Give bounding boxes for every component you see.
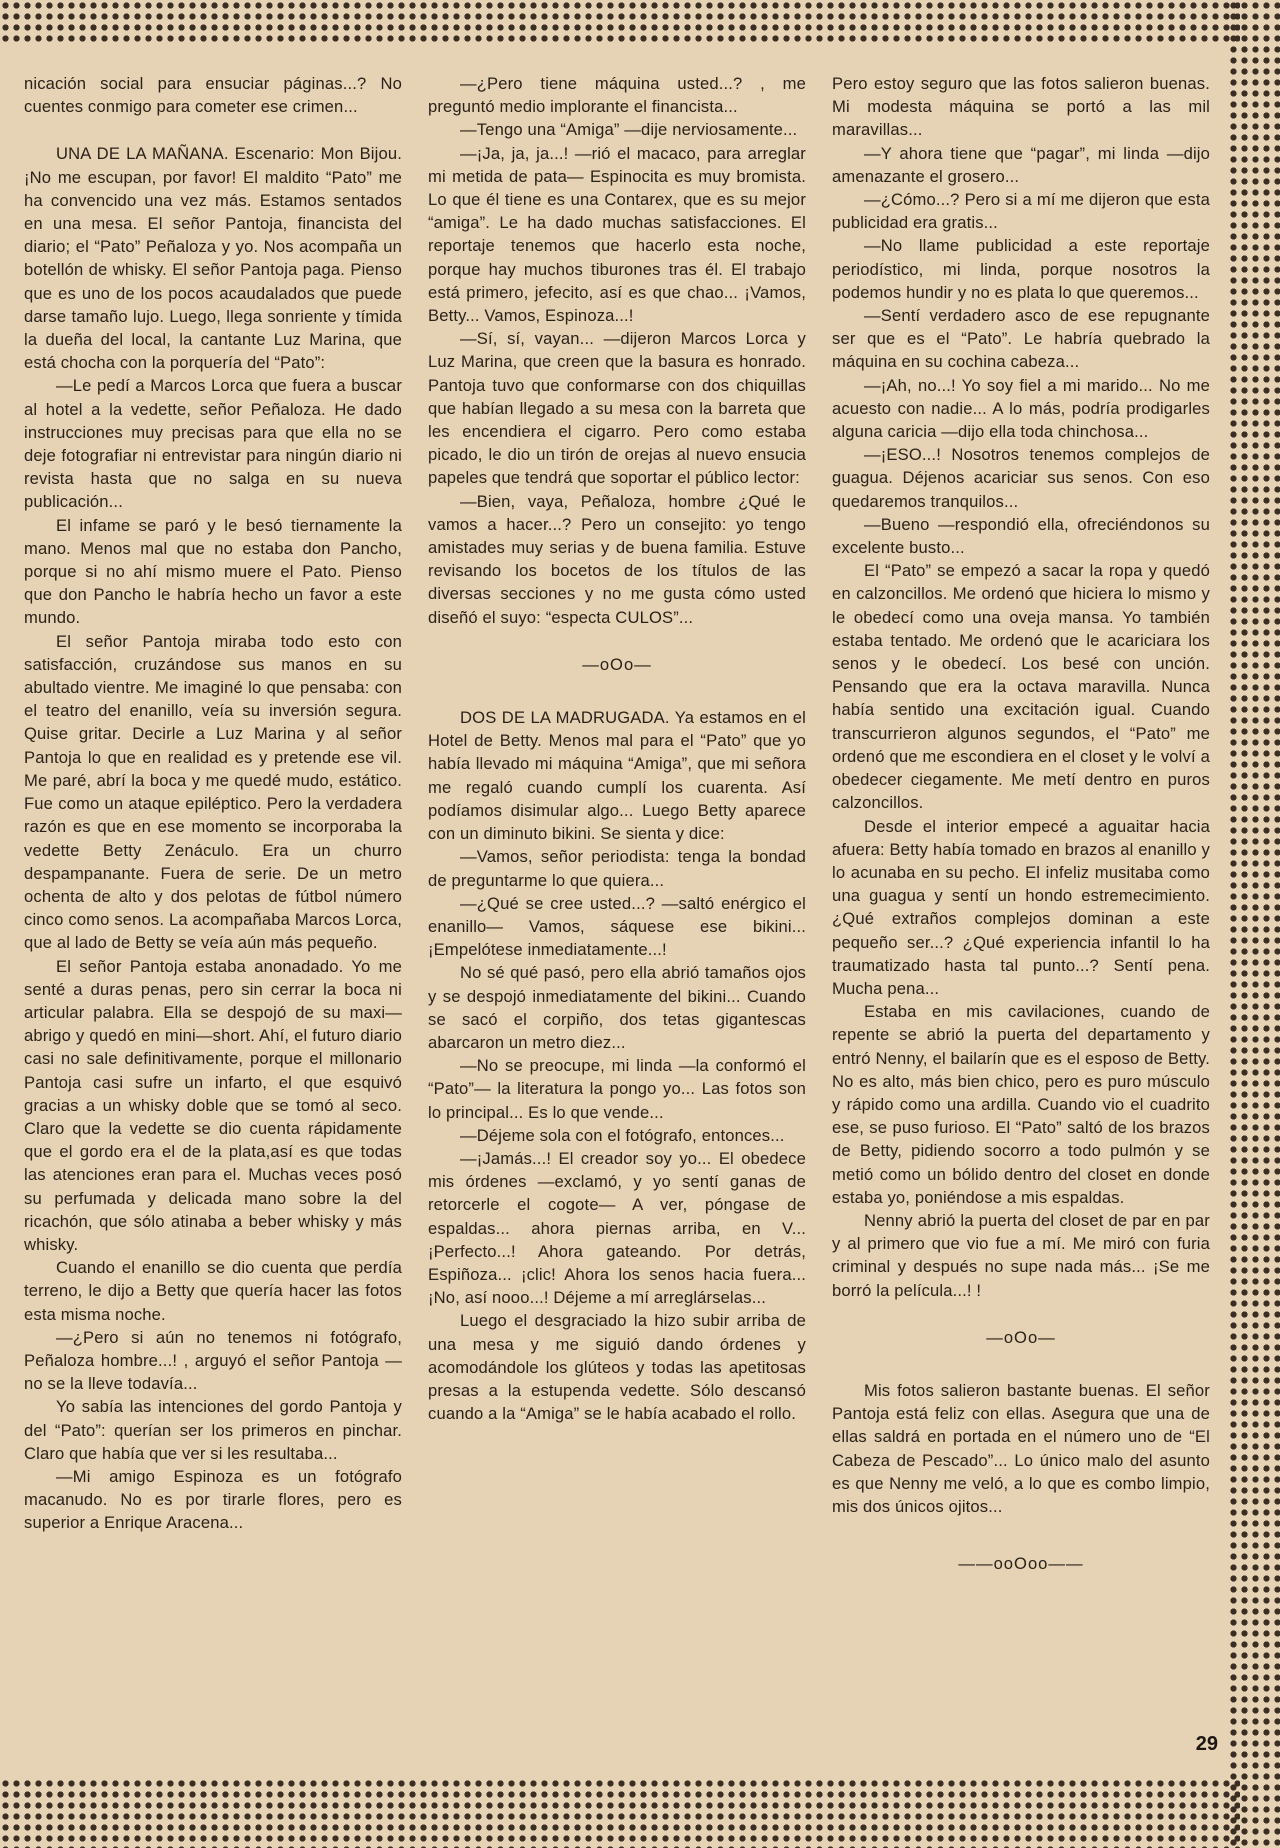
article-body bbox=[24, 72, 1210, 1752]
paragraph: Nenny abrió la puerta del closet de par en par y al primero que vio fue a mí. Me miró con furia criminal y después no supe nada más... ¡Se me borró la película...! ! bbox=[832, 1210, 1210, 1300]
paragraph: —¡Ah, no...! Yo soy fiel a mi marido... No me acuesto con nadie... A lo más, podría prodigarles alguna caricia —dijo ella toda chinchosa... bbox=[832, 375, 1210, 442]
halftone-border-right bbox=[1228, 0, 1280, 1848]
halftone-border-top bbox=[0, 0, 1240, 46]
paragraph: —No llame publicidad a este reportaje periodístico, mi linda, porque nosotros la podemos hundir y no es plata lo que queremos... bbox=[832, 236, 1210, 302]
paragraph: —¿Cómo...? Pero si a mí me dijeron que esta publicidad era gratis... bbox=[832, 190, 1210, 233]
paragraph: —Bien, vaya, Peñaloza, hombre ¿Qué le vamos a hacer...? Pero un consejito: yo tengo amistades muy serias y de buena familia. Estuve revisando los bocetos de los títulos de las diversas secciones y no me gusta cómo usted diseñó el suyo: “especta CULOS”... bbox=[428, 491, 806, 627]
paragraph: —Déjeme sola con el fotógrafo, entonces... bbox=[460, 1125, 785, 1145]
paragraph: —No se preocupe, mi linda —la conformó el “Pato”— la literatura la pongo yo... Las fotos son lo principal... Es lo que vende... bbox=[428, 1056, 806, 1122]
paragraph: —Bueno —respondió ella, ofreciéndonos su excelente busto... bbox=[832, 514, 1210, 558]
paragraph: —¡Jamás...! El creador soy yo... El obedece mis órdenes —exclamó, y yo sentí ganas de retorcerle el cogote— A ver, póngase de espaldas... ahora piernas arriba, en V... ¡Perfecto...! Ahora gateando. Por detrás, Espiñoza... ¡clic! Ahora los senos hacia fuera... ¡No, así nooo...! Déjeme a mí arreglárselas... bbox=[428, 1148, 806, 1308]
paragraph: Cuando el enanillo se dio cuenta que perdía terreno, le dijo a Betty que quería hacer las fotos esta misma noche. bbox=[24, 1258, 402, 1324]
column-1 bbox=[24, 72, 402, 1752]
paragraph: El infame se paró y le besó tiernamente la mano. Menos mal que no estaba don Pancho, porque si no ahí mismo muere el Pato. Pienso que don Pancho le habría hecho un favor a este mundo. bbox=[24, 515, 402, 628]
paragraph: Estaba en mis cavilaciones, cuando de repente se abrió la puerta del departamento y entró Nenny, el bailarín que es el esposo de Betty. No es alto, más bien chico, pero es puro músculo y rápido como una ardilla. Cuando vio el cuadrito ese, se puso furioso. El “Pato” saltó de los brazos de Betty, pidiendo socorro a todo pulmón y se metió como un bólido dentro del closet en donde estaba yo, poniéndose a mis espaldas. bbox=[832, 1002, 1210, 1207]
section-separator: —oOo— bbox=[582, 654, 652, 674]
paragraph: El señor Pantoja estaba anonadado. Yo me senté a duras penas, pero sin cerrar la boca ni articular palabra. Ella se despojó de su maxi—abrigo y quedó en mini—short. Ahí, el futuro diario casi no sale definitivamente, porque el millonario Pantoja casi sufre un infarto, el que esquivó gracias a un whisky doble que se tomó al seco. Claro que la vedette se dio cuenta rápidamente que el gordo era el de la plata,así es que todas las atenciones eran para el. Muchas veces posó su perfumada y delicada mano sobre la del ricachón, que sólo atinaba a beber whisky y más whisky. bbox=[24, 956, 402, 1254]
paragraph: El “Pato” se empezó a sacar la ropa y quedó en calzoncillos. Me ordenó que hiciera lo mismo y le obedecí como una oveja mansa. Yo también estaba tentado. Me ordenó que le acariciara los senos y le obedecí. Los besé con unción. Pensando que era la octava maravilla. Nunca había sentido una excitación igual. Cuando transcurrieron algunos segundos, el “Pato” me ordenó que me escondiera en el closet y le volví a obedecer ciegamente. Me metí dentro en puros calzoncillos. bbox=[832, 561, 1210, 813]
paragraph: —Sentí verdadero asco de ese repugnante ser que es el “Pato”. Le habría quebrado la máquina en su cochina cabeza... bbox=[832, 306, 1210, 372]
paragraph: DOS DE LA MADRUGADA. Ya estamos en el Hotel de Betty. Menos mal para el “Pato” que yo había llevado mi máquina “Amiga”, que mi señora me regaló cuando cumplí los cuarenta. Así podíamos disimular algo... Luego Betty aparece con un diminuto bikini. Se sienta y dice: bbox=[428, 708, 806, 844]
paragraph: Luego el desgraciado la hizo subir arriba de una mesa y me siguió dando órdenes y acomodándole los glúteos y todas las apetitosas presas a la estupenda vedette. Sólo descansó cuando a la “Amiga” se le había acabado el rollo. bbox=[428, 1311, 806, 1424]
paragraph: —¡Ja, ja, ja...! —rió el macaco, para arreglar mi metida de pata— Espinocita es muy bromista. Lo que él tiene es una Contarex, que es su mejor “amiga”. Le ha dado muchas satisfacciones. El reportaje tenemos que hacerlo esta noche, porque hay muchos tiburones tras él. El trabajo está primero, jefecito, así es que chao... ¡Vamos, Betty... Vamos, Espinoza...! bbox=[428, 143, 806, 326]
section-separator: —oOo— bbox=[986, 1327, 1056, 1347]
section-separator: ——ooOoo—— bbox=[958, 1554, 1084, 1574]
paragraph: No sé qué pasó, pero ella abrió tamaños ojos y se despojó inmediatamente del bikini... Cuando se sacó el corpiño, dos tetas gigantescas abarcaron un metro diez... bbox=[428, 963, 806, 1052]
paragraph: —Mi amigo Espinoza es un fotógrafo macanudo. No es por tirarle flores, pero es superior a Enrique Aracena... bbox=[24, 1466, 402, 1533]
paragraph: —¡ESO...! Nosotros tenemos complejos de guagua. Déjenos acariciar sus senos. Con eso quedaremos tranquilos... bbox=[832, 445, 1210, 511]
paragraph: —¿Pero tiene máquina usted...? , me preguntó medio implorante el financista... bbox=[428, 74, 806, 117]
paragraph: —Vamos, señor periodista: tenga la bondad de preguntarme lo que quiera... bbox=[428, 847, 806, 890]
paragraph: UNA DE LA MAÑANA. Escenario: Mon Bijou. ¡No me escupan, por favor! El maldito “Pato” me ha convencido una vez más. Estamos sentados en una mesa. El señor Pantoja, financista del diario; el “Pato” Peñaloza y yo. Nos acompaña un botellón de whisky. El señor Pantoja paga. Pienso que es uno de los pocos acaudalados que puede darse tamaño lujo. Luego, llega sonriente y tímida la dueña del local, la cantante Luz Marina, que está chocha con la porquería del “Pato”: bbox=[24, 144, 402, 373]
column-3 bbox=[832, 72, 1210, 1752]
paragraph: —¿Pero si aún no tenemos ni fotógrafo, Peñaloza hombre...! , arguyó el señor Pantoja —no se la lleve todavía... bbox=[24, 1327, 402, 1394]
paragraph: —Tengo una “Amiga” —dije nerviosamente... bbox=[460, 120, 798, 140]
paragraph: —Le pedí a Marcos Lorca que fuera a buscar al hotel a la vedette, señor Peñaloza. He dado instrucciones muy precisas para que ella no se deje fotografiar ni entrevistar para ningún diario ni revista hasta que no salga en su nueva publicación... bbox=[24, 376, 402, 512]
paragraph: Pero estoy seguro que las fotos salieron buenas. Mi modesta máquina se portó a las mil maravillas... bbox=[832, 74, 1210, 140]
paragraph: —Y ahora tiene que “pagar”, mi linda —dijo amenazante el grosero... bbox=[832, 143, 1210, 186]
paragraph: Desde el interior empecé a aguaitar hacia afuera: Betty había tomado en brazos al enanillo y lo acunaba en su pecho. El infeliz musitaba como una guagua y sentí un hondo estremecimiento. ¿Qué extraños complejos dominan a este pequeño ser...? ¿Qué experiencia infantil lo ha traumatizado hasta tal punto...? Sentí pena. Mucha pena... bbox=[832, 816, 1210, 998]
halftone-border-bottom bbox=[0, 1778, 1240, 1848]
paragraph: El señor Pantoja miraba todo esto con satisfacción, cruzándose sus manos en su abultado vientre. Me imaginé lo que pensaba: con el teatro del enanillo, veía su inversión segura. Quise gritar. Decirle a Luz Marina y al señor Pantoja lo que en realidad es y pretende ese vil. Me paré, abrí la boca y me quedé mudo, estático. Fue como un ataque epiléptico. Pero la verdadera razón es que en ese momento se incorporaba la vedette Betty Zenáculo. Era un churro despampanante. Fuera de serie. De un metro ochenta de alto y dos pelotas de fútbol número cinco como senos. La acompañaba Marcos Lorca, que al lado de Betty se veía aún más pequeño. bbox=[24, 631, 402, 953]
paragraph: —¿Qué se cree usted...? —saltó enérgico el enanillo— Vamos, sáquese ese bikini... ¡Empelótese inmediatamente...! bbox=[428, 893, 806, 960]
paragraph: Yo sabía las intenciones del gordo Pantoja y del “Pato”: querían ser los primeros en pinchar. Claro que había que ver si les resultaba... bbox=[24, 1397, 402, 1463]
paragraph: nicación social para ensuciar páginas...? No cuentes conmigo para cometer ese crimen... bbox=[24, 74, 402, 117]
paragraph: Mis fotos salieron bastante buenas. El señor Pantoja está feliz con ellas. Asegura que una de ellas saldrá en portada en el número uno de “El Cabeza de Pescado”... Lo único malo del asunto es que Nenny me veló, a lo que es combo limpio, mis dos únicos ojitos... bbox=[832, 1380, 1210, 1516]
page-number: 29 bbox=[1195, 1733, 1218, 1755]
column-2 bbox=[428, 72, 806, 1752]
paragraph: —Sí, sí, vayan... —dijeron Marcos Lorca y Luz Marina, que creen que la basura es honrado. Pantoja tuvo que conformarse con dos chiquillas que habían llegado a su mesa con la barreta que les encendiera el cigarro. Pero como estaba picado, le dio un tirón de orejas al nuevo ensucia papeles que tendrá que soportar el público lector: bbox=[428, 329, 806, 488]
